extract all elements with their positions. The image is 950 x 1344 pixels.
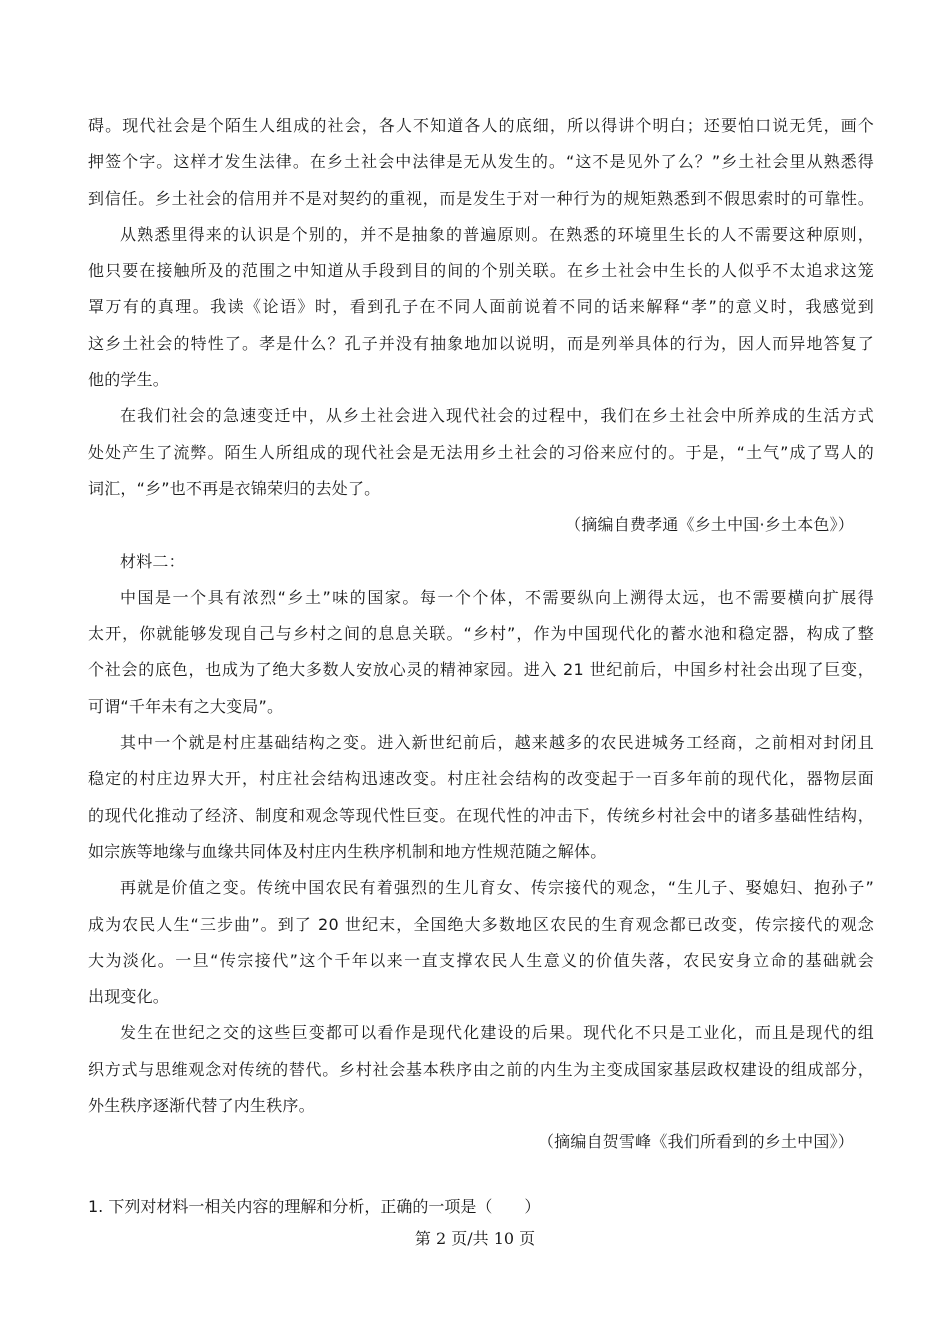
text-line: 到信任。乡土社会的信用并不是对契约的重视，而是发生于对一种行为的规矩熟悉到不假思索时的可靠性。 <box>88 188 874 208</box>
text-line: 押签个字。这样才发生法律。在乡土社会中法律是无从发生的。“这不是见外了么？”乡土社会里从熟悉得 <box>88 152 874 172</box>
text-line: 碍。现代社会是个陌生人组成的社会，各人不知道各人的底细，所以得讲个明白；还要怕口说无凭，画个 <box>88 116 874 135</box>
text-line: 处处产生了流弊。陌生人所组成的现代社会是无法用乡土社会的习俗来应付的。于是，“土气”成了骂人的 <box>88 442 874 462</box>
page-footer: 第 2 页/共 10 页 <box>414 1229 536 1248</box>
text-line: 个社会的底色，也成为了绝大多数人安放心灵的精神家园。进入 21 世纪前后，中国乡村社会出现了巨变， <box>88 660 874 680</box>
text-line: 出现变化。 <box>88 987 170 1007</box>
text-line: 他只要在接触所及的范围之中知道从手段到目的间的个别关联。在乡土社会中生长的人似乎不太追求这笼 <box>88 261 874 281</box>
text-line: 大为淡化。一旦“传宗接代”这个千年以来一直支撑农民人生意义的价值失落，农民安身立命的基础就会 <box>88 950 874 970</box>
text-line: 他的学生。 <box>88 370 170 390</box>
text-line: 这乡土社会的特性了。孝是什么？孔子并没有抽象地加以说明，而是列举具体的行为，因人而异地答复了 <box>88 333 874 353</box>
text-line: 在我们社会的急速变迁中，从乡土社会进入现代社会的过程中，我们在乡土社会中所养成的生活方式 <box>120 406 874 426</box>
text-line: 如宗族等地缘与血缘共同体及村庄内生秩序机制和地方性规范随之解体。 <box>88 841 607 861</box>
text-line: 发生在世纪之交的这些巨变都可以看作是现代化建设的后果。现代化不只是工业化，而且是现代的组 <box>120 1023 874 1043</box>
text-line: 稳定的村庄边界大开，村庄社会结构迅速改变。村庄社会结构的改变起于一百多年前的现代化，器物层面 <box>88 769 874 789</box>
source-citation: （摘编自费孝通《乡土中国·乡土本色》） <box>565 515 854 535</box>
text-line: 的现代化推动了经济、制度和观念等现代性巨变。在现代性的冲击下，传统乡村社会中的诸多基础性结构， <box>88 805 874 825</box>
text-line: 中国是一个具有浓烈“乡土”味的国家。每一个个体，不需要纵向上溯得太远，也不需要横向扩展得 <box>120 587 874 607</box>
question-1: 1. 下列对材料一相关内容的理解和分析，正确的一项是（ ） <box>88 1197 541 1216</box>
text-line: 可谓“千年未有之大变局”。 <box>88 696 284 716</box>
text-line: 再就是价值之变。传统中国农民有着强烈的生儿育女、传宗接代的观念，“生儿子、娶媳妇、抱孙子” <box>120 878 874 898</box>
document-body <box>88 108 874 1161</box>
material-label: 材料二： <box>120 551 185 571</box>
text-line: 从熟悉里得来的认识是个别的，并不是抽象的普遍原则。在熟悉的环境里生长的人不需要这种原则， <box>120 224 874 244</box>
text-line: 其中一个就是村庄基础结构之变。进入新世纪前后，越来越多的农民进城务工经商，之前相对封闭且 <box>120 733 874 753</box>
text-line: 词汇，“乡”也不再是衣锦荣归的去处了。 <box>88 478 381 498</box>
text-line: 罩万有的真理。我读《论语》时，看到孔子在不同人面前说着不同的话来解释“孝”的意义时，我感觉到 <box>88 297 874 317</box>
text-line: 外生秩序逐渐代替了内生秩序。 <box>88 1096 315 1116</box>
text-line: 成为农民人生“三步曲”。到了 20 世纪末，全国绝大多数地区农民的生育观念都已改变，传宗接代的观念 <box>88 914 874 934</box>
text-line: 织方式与思维观念对传统的替代。乡村社会基本秩序由之前的内生为主变成国家基层政权建设的组成部分， <box>88 1059 874 1079</box>
source-citation: （摘编自贺雪峰《我们所看到的乡土中国》） <box>537 1132 854 1152</box>
text-line: 太开，你就能够发现自己与乡村之间的息息关联。“乡村”，作为中国现代化的蓄水池和稳定器，构成了整 <box>88 624 874 644</box>
